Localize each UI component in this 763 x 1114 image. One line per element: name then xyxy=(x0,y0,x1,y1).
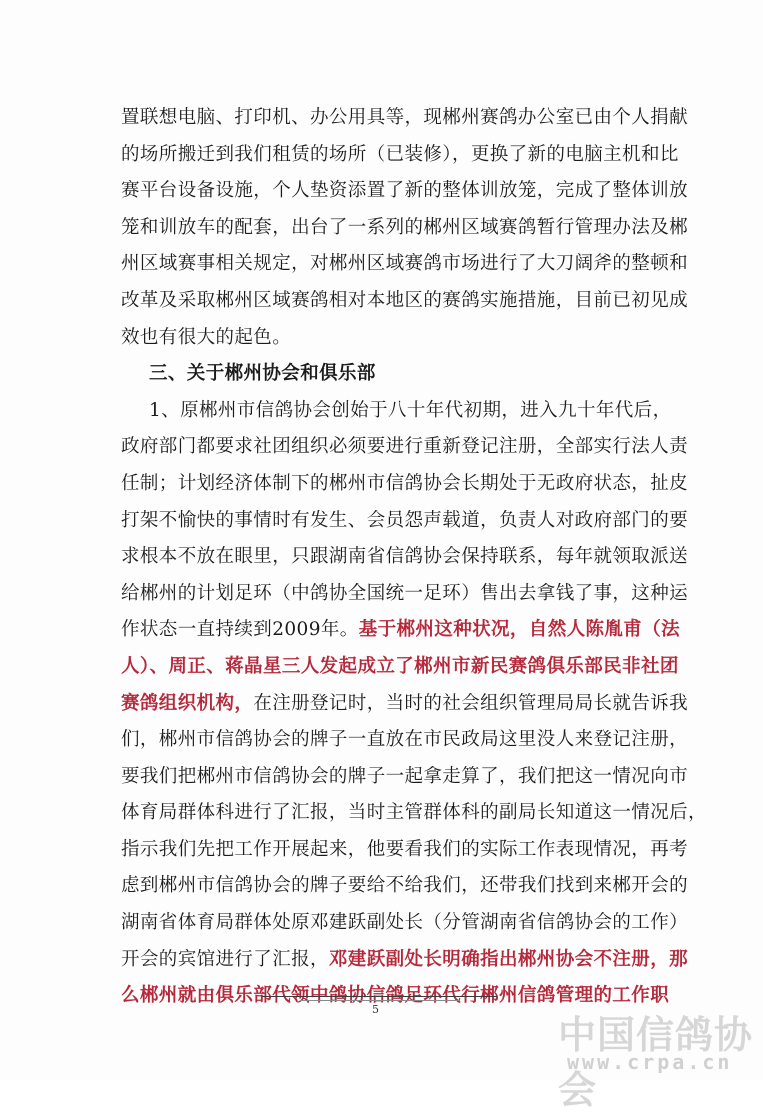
text-line: 们，郴州市信鸽协会的牌子一直放在市民政局这里没人来登记注册， xyxy=(121,729,689,751)
highlighted-text: 基于郴州这种状况，自然人陈胤甫（法 xyxy=(358,619,680,641)
text-line: 体育局群体科进行了汇报，当时主管群体科的副局长知道这一情况后， xyxy=(121,802,707,824)
watermark-url: www.crpa.cn xyxy=(567,1050,733,1074)
highlighted-text: 邓建跃副处长明确指出郴州协会不注册，那 xyxy=(328,948,689,970)
text-segment: 作状态一直持续到2009年。 xyxy=(121,619,359,641)
text-line: 求根本不放在眼里，只跟湖南省信鸽协会保持联系，每年就领取派送 xyxy=(121,546,689,568)
text-line: 虑到郴州市信鸽协会的牌子要给不给我们，还带我们找到来郴开会的 xyxy=(121,875,689,897)
text-line: 置联想电脑、打印机、办公用具等，现郴州赛鸽办公室已由个人捐献 xyxy=(121,107,689,128)
page-number: 5 xyxy=(372,1003,379,1016)
text-line xyxy=(121,612,681,649)
text-line: 笼和训放车的配套，出台了一系列的郴州区域赛鸽暂行管理办法及郴 xyxy=(121,216,689,238)
text-line xyxy=(121,942,689,979)
text-line: 给郴州的计划足环（中鸽协全国统一足环）售出去拿钱了事，这种运 xyxy=(121,582,689,604)
text-line: 政府部门都要求社团组织必须要进行重新登记注册，全部实行法人责 xyxy=(121,436,689,458)
text-line: 州区域赛事相关规定，对郴州区域赛鸽市场进行了大刀阔斧的整顿和 xyxy=(121,253,689,275)
text-segment: 开会的宾馆进行了汇报， xyxy=(121,948,329,970)
text-segment: 在注册登记时，当时的社会组织管理局局长就告诉我 xyxy=(253,692,689,714)
text-line: 任制；计划经济体制下的郴州市信鸽协会长期处于无政府状态，扯皮 xyxy=(121,472,689,494)
highlighted-text: 赛鸽组织机构， xyxy=(121,692,254,714)
text-line: 赛平台设备设施，个人垫资添置了新的整体训放笼，完成了整体训放 xyxy=(121,180,689,202)
highlighted-text: 人）、周正、蒋晶星三人发起成立了郴州市新民赛鸽俱乐部民非社团 xyxy=(121,655,679,677)
footer-divider xyxy=(300,1000,460,1001)
text-line: 打架不愉快的事情时有发生、会员怨声载道，负责人对政府部门的要 xyxy=(121,509,689,531)
section-heading: 三、关于郴州协会和俱乐部 xyxy=(149,363,376,385)
text-line: 1、原郴州市信鸽协会创始于八十年代初期，进入九十年代后， xyxy=(149,399,672,421)
text-line: 指示我们先把工作开展起来，他要看我们的实际工作表现情况，再考 xyxy=(121,838,689,860)
text-line: 湖南省体育局群体处原邓建跃副处长（分管湖南省信鸽协会的工作） xyxy=(121,912,689,934)
highlighted-text: 么郴州就由俱乐部代领中鸽协信鸽足环代行郴州信鸽管理的工作职 xyxy=(121,985,670,1007)
text-line: 的场所搬迁到我们租赁的场所（已装修），更换了新的电脑主机和比 xyxy=(121,143,679,165)
footer-divider xyxy=(262,996,497,997)
document-body xyxy=(121,100,707,1015)
text-line: 改革及采取郴州区域赛鸽相对本地区的赛鸽实施措施，目前已初见成 xyxy=(121,289,689,311)
text-line: 效也有很大的起色。 xyxy=(121,326,292,348)
text-line xyxy=(121,686,689,723)
text-line: 要我们把郴州市信鸽协会的牌子一起拿走算了，我们把这一情况向市 xyxy=(121,765,689,787)
watermark-logo-text: 中国信鸽协会 xyxy=(558,1013,754,1112)
